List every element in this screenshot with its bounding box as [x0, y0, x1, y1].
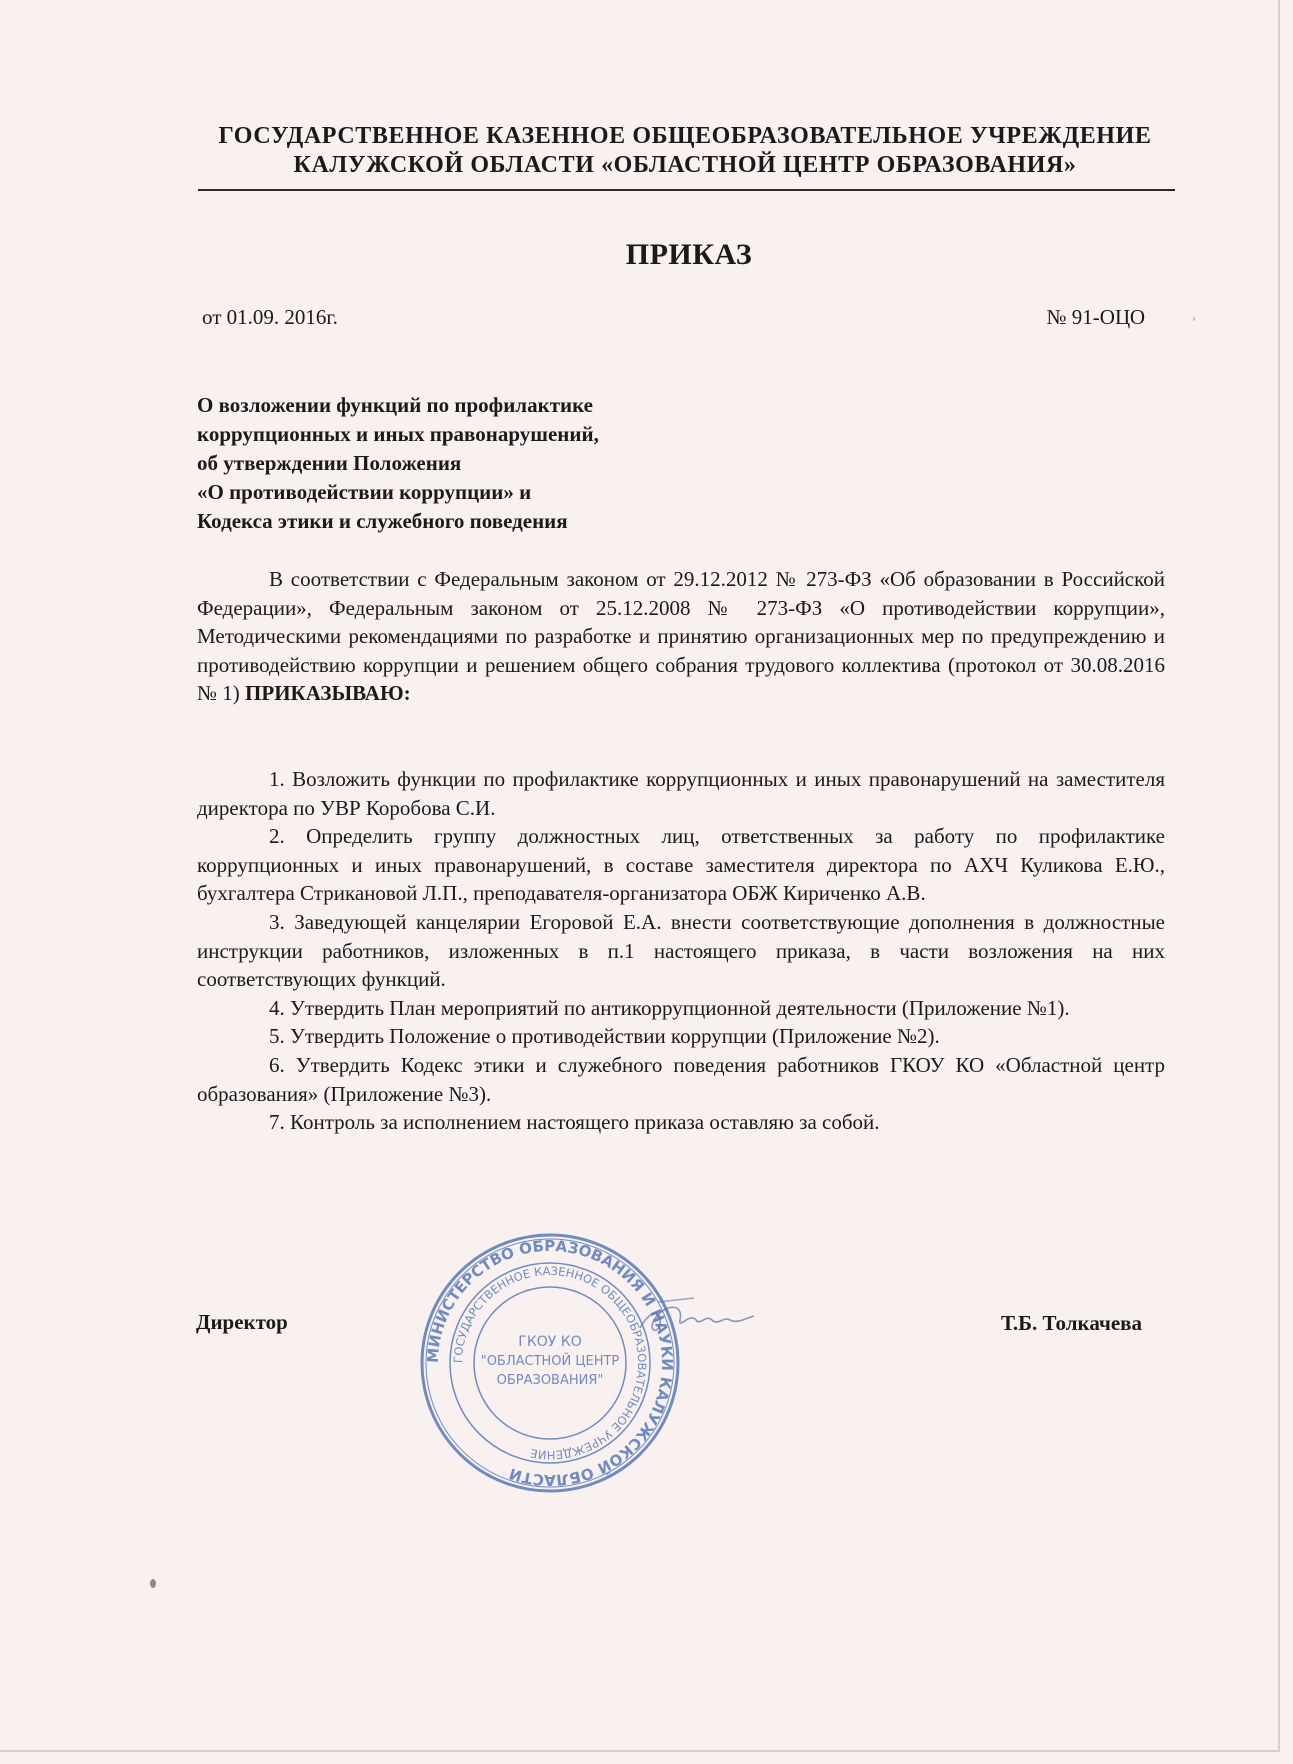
handwritten-signature — [630, 1290, 760, 1350]
signatory-role: Директор — [196, 1310, 288, 1334]
organization-header — [196, 122, 1174, 180]
order-word: ПРИКАЗЫВАЮ: — [245, 681, 411, 706]
header-line-2: КАЛУЖСКОЙ ОБЛАСТИ «ОБЛАСТНОЙ ЦЕНТР ОБРАЗОВАНИЯ» — [293, 152, 1077, 178]
stamp-center-line-1: ГКОУ КО — [518, 1334, 582, 1350]
order-item-3: 3. Заведующей канцелярии Егоровой Е.А. внести соответствующие дополнения в должностные инструкции работников, изложенных в п.1 настоящего приказа, в части возложения на них соответствующих функций. — [197, 909, 1165, 992]
official-stamp — [415, 1228, 685, 1498]
order-item-2: 2. Определить группу должностных лиц, ответственных за работу по профилактике коррупционных и иных правонарушений, в составе заместителя директора по АХЧ Куликова Е.Ю., бухгалтера Стрикановой Л.П., преподавателя-организатора ОБЖ Кириченко А.В. — [197, 824, 1165, 906]
order-subject — [197, 391, 717, 536]
subject-line: Кодекса этики и служебного поведения — [197, 509, 568, 533]
document-title: ПРИКАЗ — [625, 238, 753, 271]
stamp-inner-ring-text-path: ГОСУДАРСТВЕННОЕ КАЗЕННОЕ ОБЩЕОБРАЗОВАТЕЛЬНОЕ УЧРЕЖДЕНИЕ — [450, 1263, 650, 1463]
order-number: № 91-ОЦО — [1046, 305, 1145, 329]
signatory-name: Т.Б. Толкачева — [1000, 1311, 1142, 1335]
subject-line: коррупционных и иных правонарушений, — [197, 422, 599, 446]
preamble-text: В соответствии с Федеральным законом от 29.12.2012 № 273-ФЗ «Об образовании в Российской Федерации», Федеральным законом от 25.12.2008 № 273-ФЗ «О противодействии коррупции», Методическими рекомендациями по разработке и принятию организационных мер по предупреждению и противодействию коррупции и решением общего собрания трудового коллектива (протокол от 30.08.2016 № 1) — [197, 567, 1165, 706]
order-items — [197, 765, 1165, 1137]
order-item-6: 6. Утвердить Кодекс этики и служебного поведения работников ГКОУ КО «Областной центр образования» (Приложение №3). — [197, 1052, 1165, 1106]
header-divider — [198, 189, 1175, 191]
paper-speck — [150, 1579, 156, 1588]
header-line-1: ГОСУДАРСТВЕННОЕ КАЗЕННОЕ ОБЩЕОБРАЗОВАТЕЛЬНОЕ УЧРЕЖДЕНИЕ — [218, 123, 1152, 149]
order-item-1: 1. Возложить функции по профилактике коррупционных и иных правонарушений на заместителя директора по УВР Коробова С.И. — [197, 767, 1165, 820]
stamp-center-line-3: ОБРАЗОВАНИЯ" — [496, 1373, 604, 1388]
order-date: от 01.09. 2016г. — [202, 305, 338, 329]
order-item-4: 4. Утвердить План мероприятий по антикоррупционной деятельности (Приложение №1). — [269, 995, 1070, 1020]
preamble — [197, 565, 1165, 708]
order-item-7: 7. Контроль за исполнением настоящего приказа оставляю за собой. — [269, 1110, 880, 1135]
paper-speck — [1193, 317, 1195, 321]
stamp-ring-text-path: МИНИСТЕРСТВО ОБРАЗОВАНИЯ И НАУКИ КАЛУЖСКОЙ ОБЛАСТИ — [423, 1236, 677, 1490]
subject-line: О возложении функций по профилактике — [197, 393, 594, 417]
subject-line: «О противодействии коррупции» и — [197, 480, 532, 504]
order-item-5: 5. Утвердить Положение о противодействии коррупции (Приложение №2). — [269, 1024, 940, 1049]
stamp-center-line-2: "ОБЛАСТНОЙ ЦЕНТР — [480, 1354, 620, 1369]
subject-line: об утверждении Положения — [197, 451, 462, 475]
